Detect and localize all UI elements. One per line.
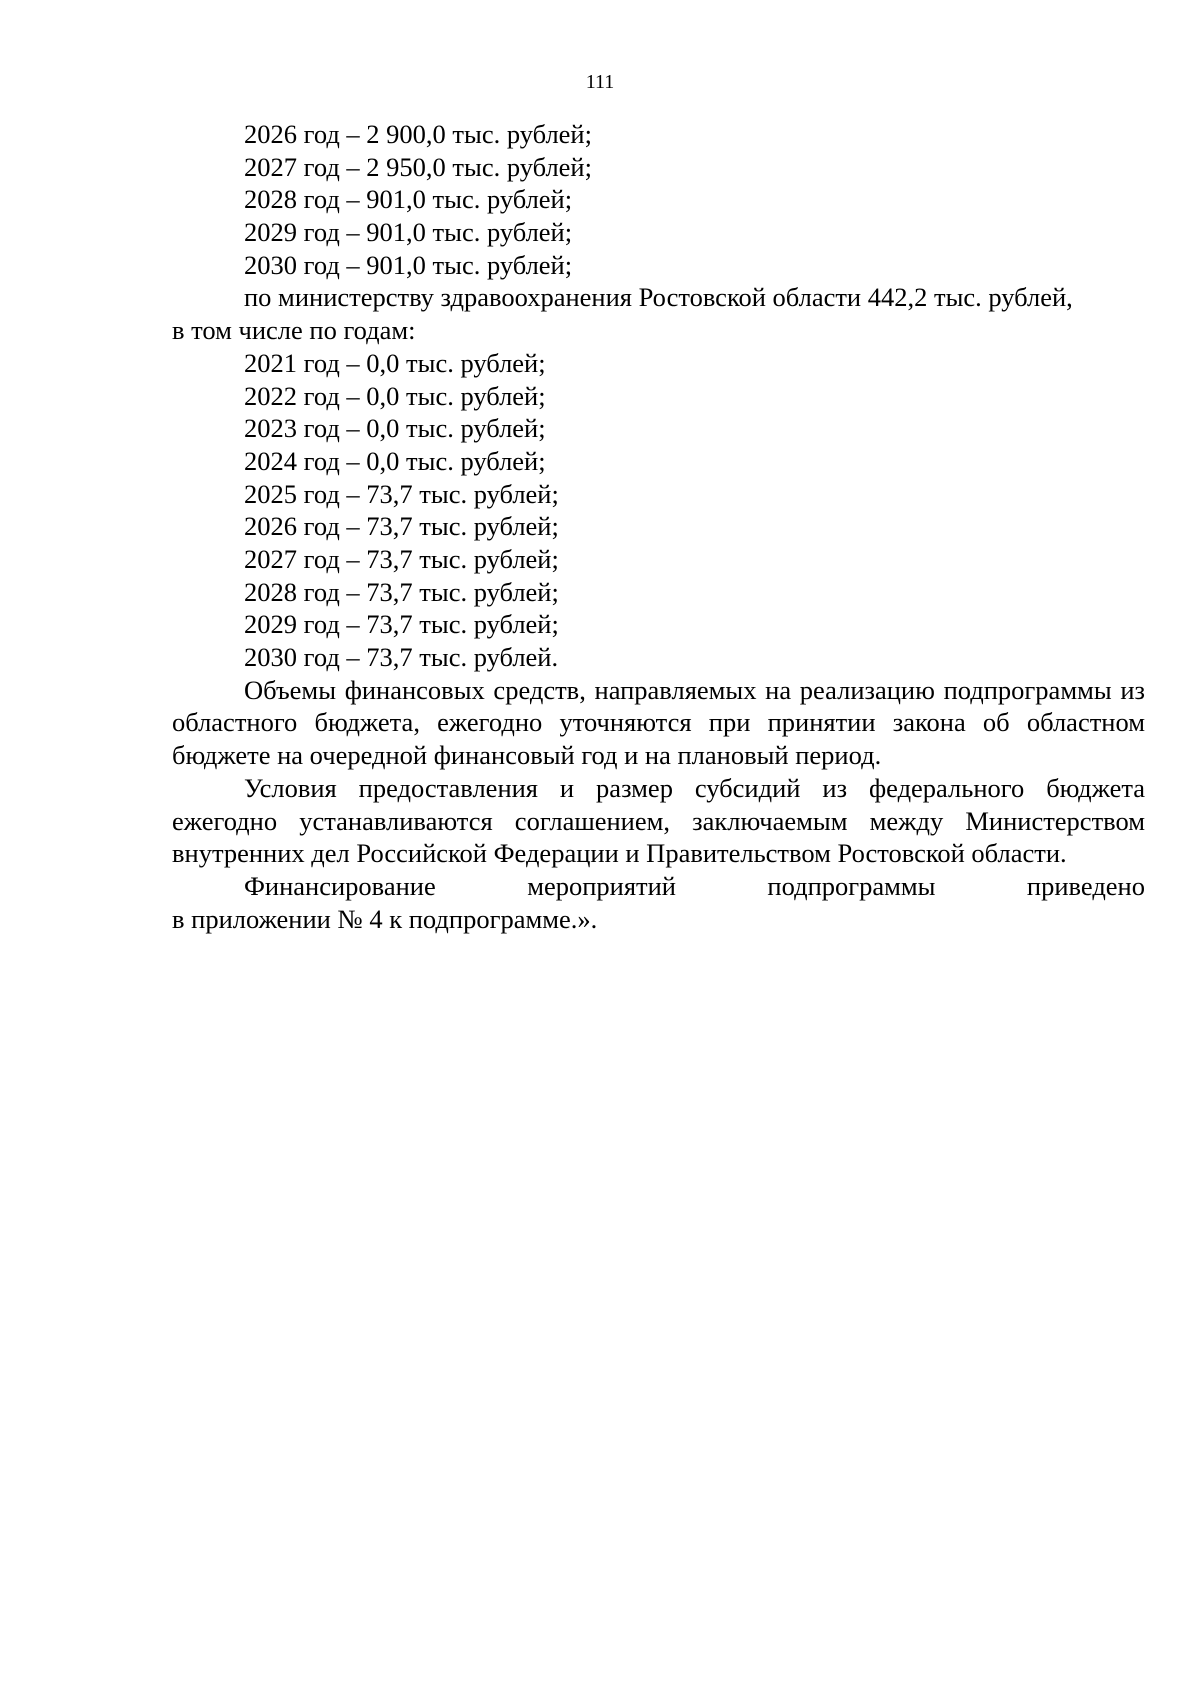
ministry-line-2028: 2028 год – 73,7 тыс. рублей;: [244, 576, 559, 607]
document-body: [172, 118, 1145, 935]
funding-line-2028: 2028 год – 901,0 тыс. рублей;: [244, 184, 573, 215]
funding-line-2027: 2027 год – 2 950,0 тыс. рублей;: [244, 151, 592, 182]
paragraph-volumes: Объемы финансовых средств, направляемых на реализацию подпрограммы из областного бюджета, ежегодно уточняются при принятии закона об областном бюджете на очередной финансовый год и на плановый период.: [172, 674, 1145, 771]
ministry-line-2024: 2024 год – 0,0 тыс. рублей;: [244, 445, 546, 476]
ministry-line-2025: 2025 год – 73,7 тыс. рублей;: [244, 478, 559, 509]
ministry-line-2022: 2022 год – 0,0 тыс. рублей;: [244, 380, 546, 411]
ministry-line-2026: 2026 год – 73,7 тыс. рублей;: [244, 511, 559, 542]
funding-line-2030: 2030 год – 901,0 тыс. рублей;: [244, 249, 573, 280]
ministry-line-2029: 2029 год – 73,7 тыс. рублей;: [244, 609, 559, 640]
funding-line-2026: 2026 год – 2 900,0 тыс. рублей;: [244, 119, 592, 149]
paragraph-conditions: Условия предоставления и размер субсидий из федерального бюджета ежегодно устанавливаются соглашением, заключаемым между Министерством внутренних дел Российской Федерации и Правительством Ростовской области.: [172, 772, 1145, 869]
ministry-line-2027: 2027 год – 73,7 тыс. рублей;: [244, 543, 559, 574]
ministry-line-2023: 2023 год – 0,0 тыс. рублей;: [244, 413, 546, 444]
ministry-paragraph-first-line: по министерству здравоохранения Ростовской области 442,2 тыс. рублей,: [244, 282, 1073, 313]
funding-line-2029: 2029 год – 901,0 тыс. рублей;: [244, 217, 573, 248]
page-number: 111: [585, 71, 615, 93]
ministry-line-2030: 2030 год – 73,7 тыс. рублей.: [244, 642, 559, 672]
ministry-line-2021: 2021 год – 0,0 тыс. рублей;: [244, 347, 546, 378]
paragraph-financing-first-line: Финансирование мероприятий подпрограммы приведено: [244, 870, 1145, 901]
paragraph-financing-second-line: в приложении № 4 к подпрограмме.».: [172, 903, 598, 934]
ministry-paragraph-second-line: в том числе по годам:: [172, 315, 416, 346]
